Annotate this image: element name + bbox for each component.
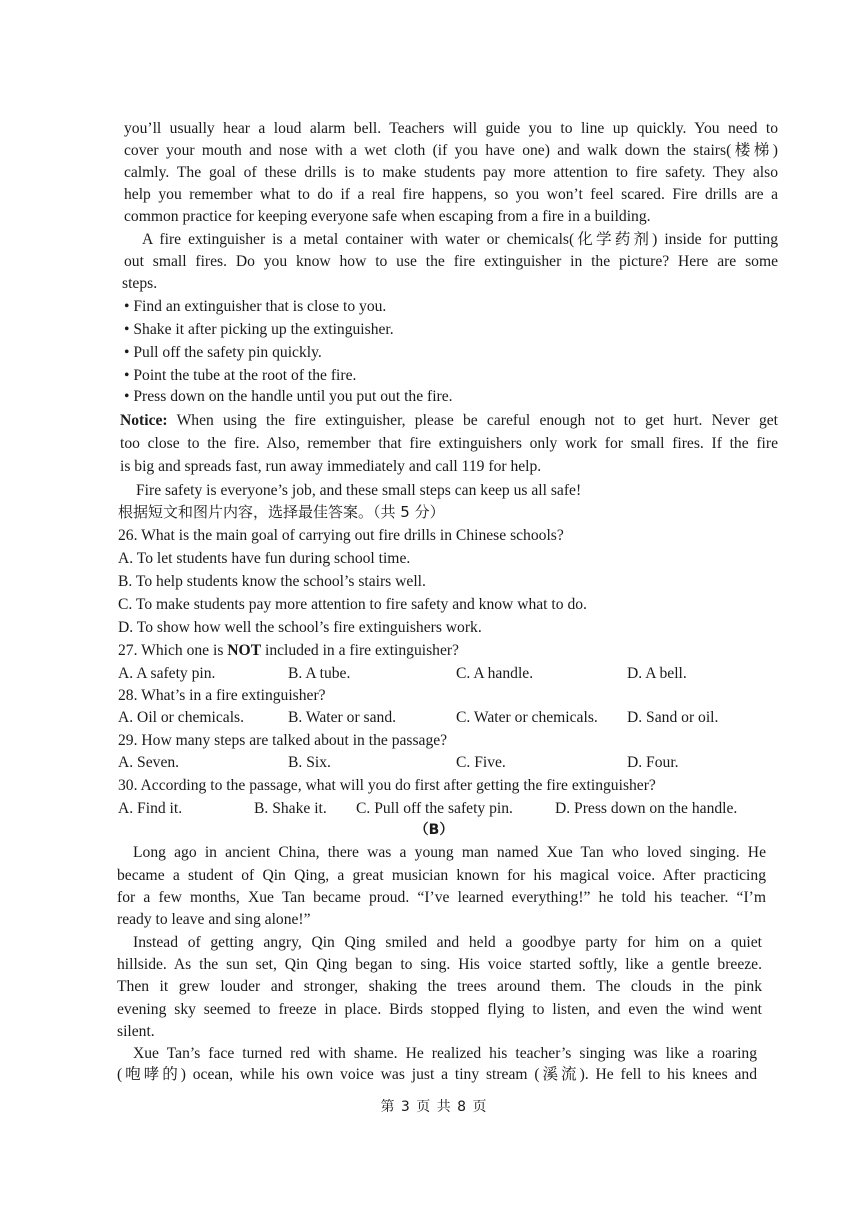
step-item — [124, 343, 322, 363]
answer-option: B. Shake it. — [254, 800, 327, 817]
step-item — [124, 387, 453, 407]
instruction: 根据短文和图片内容，选择最佳答案。（共 5 分） — [118, 503, 445, 521]
answer-option: D. Sand or oil. — [627, 709, 719, 726]
answer-option: C. Pull off the safety pin. — [356, 800, 513, 817]
answer-option: B. A tube. — [288, 665, 351, 682]
answer-option: D. A bell. — [627, 665, 687, 682]
step-item — [124, 366, 356, 386]
step-text: Press down on the handle until you put out the fire. — [133, 388, 453, 405]
answer-option: A. Find it. — [118, 800, 183, 817]
answer-option: B. To help students know the school’s stairs well. — [118, 573, 426, 590]
page-number: 第 3 页 共 8 页 — [380, 1099, 488, 1115]
passage-b-para3-line: (咆哮的) ocean, while his own voice was just a tiny stream (溪流). He fell to his knees and — [117, 1066, 757, 1083]
bullet: • — [124, 367, 130, 384]
passage-b-para2-line: silent. — [117, 1023, 155, 1040]
answer-option: D. Four. — [627, 754, 679, 771]
stem-text: included in a fire extinguisher? — [261, 642, 459, 659]
question-stem: 29. How many steps are talked about in the passage? — [118, 732, 448, 749]
bullet: • — [124, 388, 130, 405]
answer-option: B. Six. — [288, 754, 331, 771]
passage-b-para2-line: evening sky seemed to freeze in place. Birds stopped flying to listen, and even the wind went — [117, 1001, 762, 1018]
passage-b-para1-line: ready to leave and sing alone!” — [117, 911, 311, 928]
notice-line: too close to the fire. Also, remember that fire extinguishers only work for small fires. If the fire — [120, 435, 778, 452]
passage-a-para1-line: help you remember what to do if a real fire happens, so you won’t feel scared. Fire drills are a — [124, 186, 778, 203]
step-text: Shake it after picking up the extinguisher. — [133, 321, 394, 338]
step-text: Pull off the safety pin quickly. — [133, 344, 322, 361]
notice-label: Notice: — [120, 412, 168, 429]
passage-b-para1-line: for a few months, Xue Tan became proud. “I’ve learned everything!” he told his teacher. “I’m — [117, 889, 766, 906]
bullet: • — [124, 344, 130, 361]
passage-a-para2-line: A fire extinguisher is a metal container with water or chemicals(化学药剂) inside for putting — [142, 231, 778, 248]
step-text: Point the tube at the root of the fire. — [133, 367, 357, 384]
answer-option: D. Press down on the handle. — [555, 800, 738, 817]
question-stem: 30. According to the passage, what will you do first after getting the fire extinguisher? — [118, 777, 656, 794]
notice-line — [120, 411, 778, 431]
question-stem: 28. What’s in a fire extinguisher? — [118, 687, 326, 704]
answer-option: C. Five. — [456, 754, 506, 771]
passage-b-para1-line: became a student of Qin Qing, a great musician known for his magical voice. After practicing — [117, 867, 766, 884]
answer-option: A. Oil or chemicals. — [118, 709, 245, 726]
passage-b-para1-line: Long ago in ancient China, there was a young man named Xue Tan who loved singing. He — [133, 844, 766, 861]
notice-line: is big and spreads fast, run away immediately and call 119 for help. — [120, 458, 542, 475]
answer-option: C. A handle. — [456, 665, 534, 682]
answer-option: A. A safety pin. — [118, 665, 216, 682]
notice-text: When using the fire extinguisher, please be careful enough not to get hurt. Never get — [167, 412, 778, 429]
answer-option: A. Seven. — [118, 754, 180, 771]
passage-a-para1-line: calmly. The goal of these drills is to make students pay more attention to fire safety. They also — [124, 164, 778, 181]
passage-a-para1-line: you’ll usually hear a loud alarm bell. Teachers will guide you to line up quickly. You need to — [124, 120, 778, 137]
answer-option: A. To let students have fun during school time. — [118, 550, 411, 567]
answer-option: C. To make students pay more attention to fire safety and know what to do. — [118, 596, 587, 613]
closing-line: Fire safety is everyone’s job, and these small steps can keep us all safe! — [136, 482, 582, 499]
question-stem — [118, 641, 459, 661]
passage-b-para2-line: Instead of getting angry, Qin Qing smiled and held a goodbye party for him on a quiet — [133, 934, 762, 951]
stem-text: 27. Which one is — [118, 642, 228, 659]
bullet: • — [124, 298, 130, 315]
step-item — [124, 320, 394, 340]
step-text: Find an extinguisher that is close to you. — [133, 298, 387, 315]
passage-b-para2-line: Then it grew louder and stronger, shaking the trees around them. The clouds in the pink — [117, 978, 762, 995]
section-heading: （B） — [414, 822, 454, 838]
question-stem: 26. What is the main goal of carrying out fire drills in Chinese schools? — [118, 527, 564, 544]
passage-a-para2-line: steps. — [122, 275, 158, 292]
passage-a-para2-line: out small fires. Do you know how to use the fire extinguisher in the picture? Here are some — [124, 253, 778, 270]
stem-emphasis: NOT — [227, 642, 262, 659]
passage-a-para1-line: common practice for keeping everyone safe when escaping from a fire in a building. — [124, 208, 651, 225]
bullet: • — [124, 321, 130, 338]
passage-b-para2-line: hillside. As the sun set, Qin Qing began to sing. His voice started softly, like a gentle breeze. — [117, 956, 762, 973]
passage-a-para1-line: cover your mouth and nose with a wet cloth (if you have one) and walk down the stairs(楼梯) — [124, 142, 778, 159]
answer-option: D. To show how well the school’s fire extinguishers work. — [118, 619, 482, 636]
passage-b-para3-line: Xue Tan’s face turned red with shame. He realized his teacher’s singing was like a roaring — [133, 1045, 757, 1062]
answer-option: C. Water or chemicals. — [456, 709, 598, 726]
answer-option: B. Water or sand. — [288, 709, 397, 726]
step-item — [124, 297, 386, 317]
